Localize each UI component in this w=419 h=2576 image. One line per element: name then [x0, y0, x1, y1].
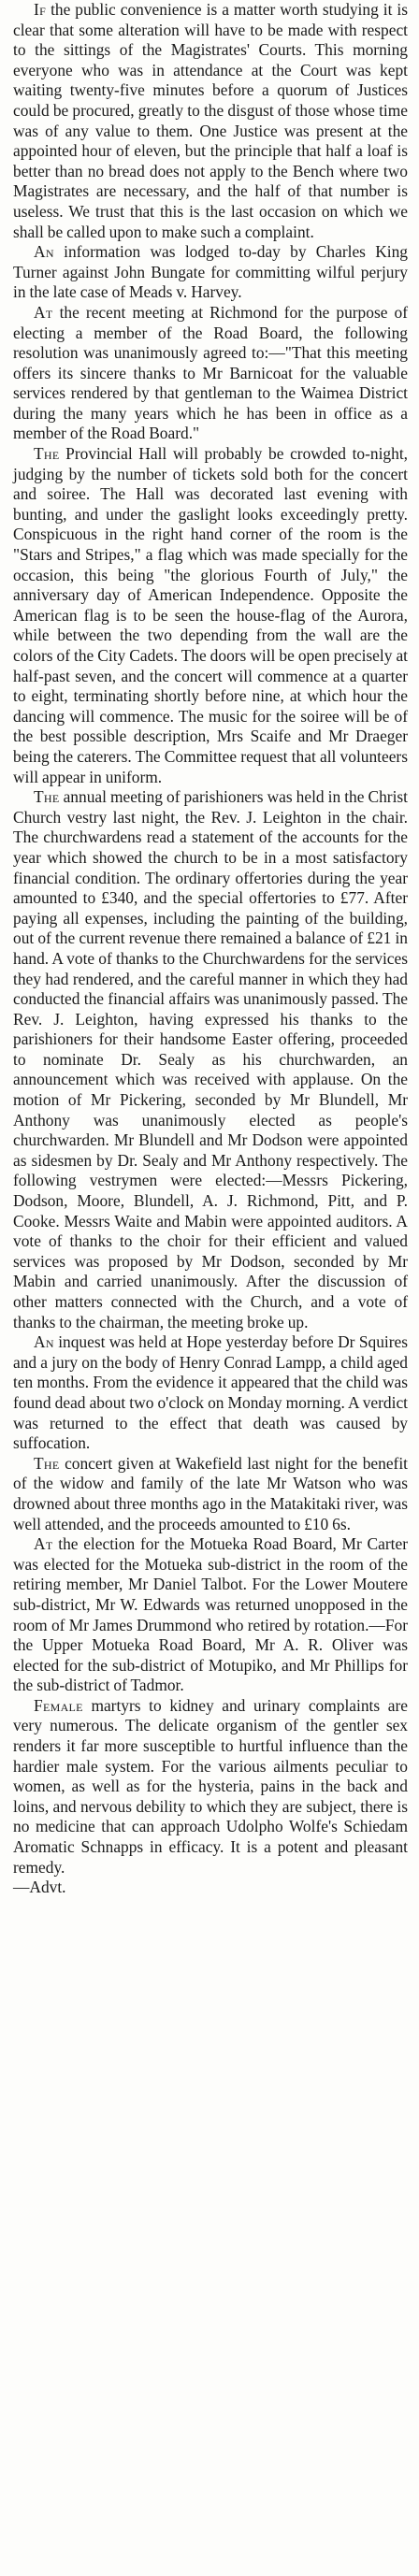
- article-body: information was lodged to-day by Charles King Turner against John Bungate for committing wilful perjury in the late case of Meads v. Harvey.: [13, 242, 408, 302]
- article-body: martyrs to kidney and urinary complaints are very numerous. The delicate organism of the gentler sex renders it far more susceptible to hurtful influence than the hardier male system. For the various ailments peculiar to women, as well as for the hysteria, pains in the back and loins, and nervous debility to which they are subject, there is no medicine that can approach Udolpho Wolfe's Schiedam Aromatic Schnapps in efficacy. It is a potent and pleasant remedy.: [13, 1695, 408, 1877]
- article-lead-word: At: [34, 1534, 53, 1554]
- article-schnapps-advertisement: [13, 1696, 408, 1878]
- article-body: the election for the Motueka Road Board, Mr Carter was elected for the Motueka sub-district in the room of the retiring member, Mr Daniel Talbot. For the Lower Moutere sub-district, Mr W. Edwards was returned unopposed in the room of Mr James Drummond who retired by rotation.—For the Upper Motueka Road Board, Mr A. R. Oliver was elected for the sub-district of Motupiko, and Mr Phillips for the sub-district of Tadmor.: [13, 1534, 408, 1695]
- article-lead-word: An: [34, 242, 54, 262]
- article-motueka-election: [13, 1534, 408, 1696]
- article-christ-church-parishioners: [13, 787, 408, 1332]
- article-body: annual meeting of parishioners was held in the Christ Church vestry last night, the Rev. J. Leighton in the chair. The churchwardens read a statement of the accounts for the year which showed the church to be in a most satisfactory financial condition. The ordinary offertories during the year amounted to £340, and the special offertories to £77. After paying all expenses, including the painting of the building, out of the current revenue there remained a balance of £21 in hand. A vote of thanks to the Churchwardens for the services they had rendered, and the careful manner in which they had conducted the financial affairs was unanimously passed. The Rev. J. Leighton, having expressed his thanks to the parishioners for their handsome Easter offering, proceeded to nominate Dr. Sealy as his churchwarden, an announcement which was received with applause. On the motion of Mr Pickering, seconded by Mr Blundell, Mr Anthony was unanimously elected as people's churchwarden. Mr Blundell and Mr Dodson were appointed as sidesmen by Dr. Sealy and Mr Anthony respectively. The following vestrymen were elected:—Messrs Pickering, Dodson, Moore, Blundell, A. J. Richmond, Pitt, and P. Cooke. Messrs Waite and Mabin were appointed auditors. A vote of thanks to the choir for their efficient and valued services was proposed by Mr Dodson, seconded by Mr Mabin and carried unanimously. After the discussion of other matters connected with the Church, and a vote of thanks to the chairman, the meeting broke up.: [13, 787, 409, 1331]
- article-body: the recent meeting at Richmond for the purpose of electing a member of the Road Board, the following resolution was unanimously agreed to:—"That this meeting offers its sincere thanks to Mr Barnicoat for the valuable services rendered by that gentleman to the Waimea District during the many years which he has been in office as a member of the Road Board.": [13, 302, 408, 443]
- article-richmond-road-board: [13, 303, 408, 444]
- article-hope-inquest: [13, 1332, 408, 1454]
- advertisement-signature: [13, 1878, 408, 1898]
- article-lead-word: The: [34, 787, 60, 807]
- advertisement-marker: —Advt.: [13, 1878, 66, 1897]
- article-wakefield-concert: [13, 1454, 408, 1534]
- article-lead-word: Female: [34, 1695, 83, 1715]
- article-body: the public convenience is a matter worth studying it is clear that some alteration will have to be made with respect to the sittings of the Magistrates' Courts. This morning everyone who was in attendance at the Court was kept waiting twenty-five minutes before a quorum of Justices could be procured, greatly to the disgust of those whose time was of any value to them. One Justice was present at the appointed hour of eleven, but the principle that half a loaf is better than no bread does not apply to the Bench where two Magistrates are necessary, and the half of that number is useless. We trust that this is the last occasion on which we shall be called upon to make such a complaint.: [13, 0, 408, 241]
- article-lead-word: The: [34, 1453, 60, 1473]
- article-provincial-hall: [13, 444, 408, 787]
- article-lead-word: The: [34, 444, 60, 464]
- article-perjury-information: [13, 242, 408, 303]
- article-lead-word: If: [34, 0, 47, 19]
- article-body: concert given at Wakefield last night for the benefit of the widow and family of the late Mr Watson who was drowned about three months ago in the Matakitaki river, was well attended, and the proceeds amounted to £10 6s.: [13, 1453, 408, 1533]
- article-lead-word: An: [34, 1332, 54, 1352]
- article-body: inquest was held at Hope yesterday before Dr Squires and a jury on the body of Henry Conrad Lampp, a child aged ten months. From the evidence it appeared that the child was found dead about two o'clock on Monday morning. A verdict was returned to the effect that death was caused by suffocation.: [13, 1332, 408, 1453]
- article-body: Provincial Hall will probably be crowded to-night, judging by the number of tickets sold both for the concert and soiree. The Hall was decorated last evening with bunting, and under the gaslight looks exceedingly pretty. Conspicuous in the right hand corner of the room is the "Stars and Stripes," a flag which was made specially for the occasion, this being "the glorious Fourth of July," the anniversary day of American Independence. Opposite the American flag is to be seen the house-flag of the Aurora, while between the two depending from the wall are the colors of the City Cadets. The doors will be open precisely at half-past seven, and the concert will commence at a quarter to eight, terminating shortly before nine, at which hour the dancing will commence. The music for the soiree will be of the best possible description, Mrs Scaife and Mr Draeger being the caterers. The Committee request that all volunteers will appear in uniform.: [13, 444, 408, 786]
- article-magistrates-court: [13, 0, 408, 242]
- article-lead-word: At: [34, 302, 53, 322]
